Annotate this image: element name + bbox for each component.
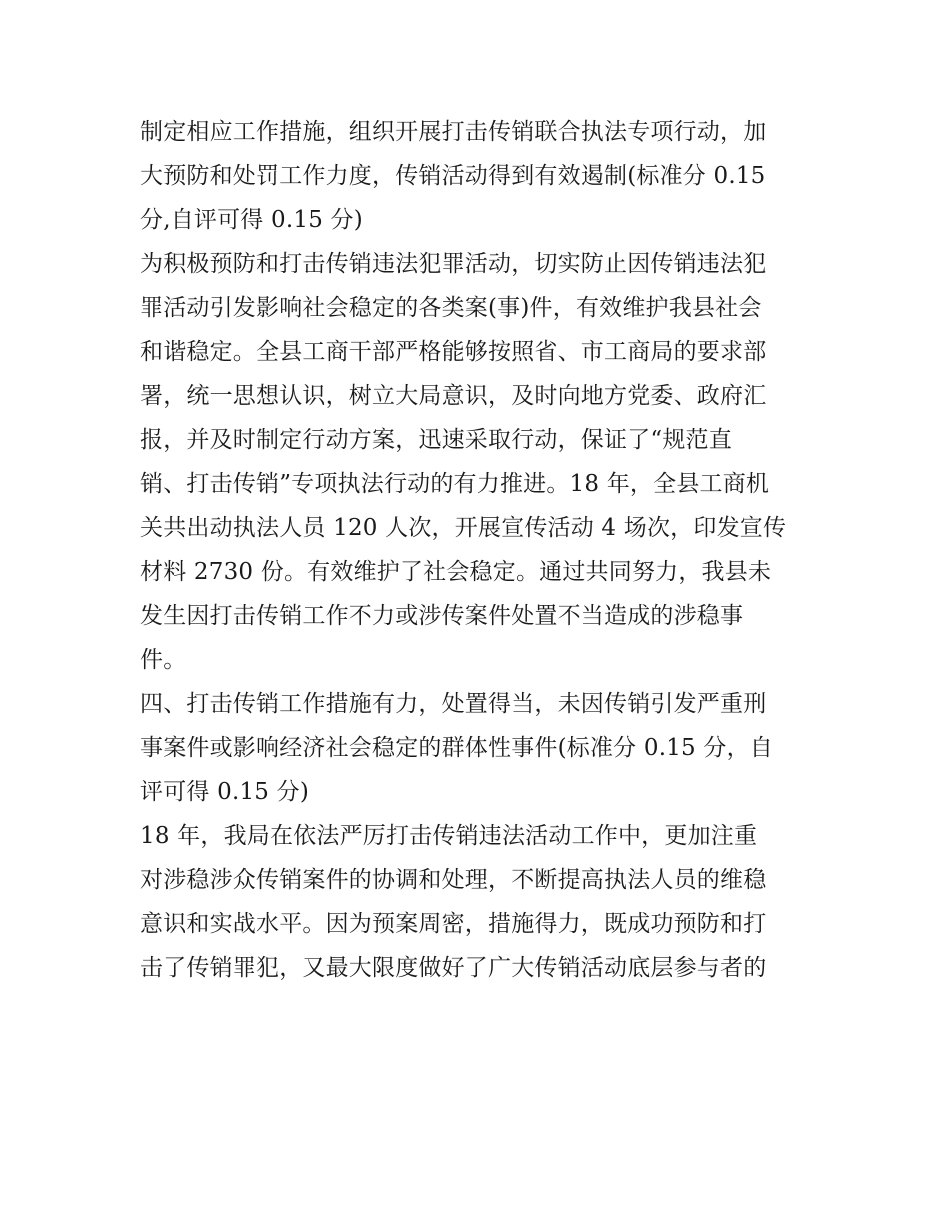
text-line: 署，统一思想认识，树立大局意识，及时向地方党委、政府汇 <box>140 383 767 409</box>
text-line: 制定相应工作措施，组织开展打击传销联合执法专项行动，加 <box>140 119 767 145</box>
text-line: 报，并及时制定行动方案，迅速采取行动，保证了“规范直 <box>140 427 732 453</box>
text-line: 评可得 0.15 分) <box>140 779 310 805</box>
text-line: 击了传销罪犯，又最大限度做好了广大传销活动底层参与者的 <box>140 955 767 981</box>
text-line: 材料 2730 份。有效维护了社会稳定。通过共同努力，我县未 <box>140 559 772 585</box>
text-line: 四、打击传销工作措施有力，处置得当，未因传销引发严重刑 <box>140 691 767 717</box>
text-line: 和谐稳定。全县工商干部严格能够按照省、市工商局的要求部 <box>140 339 767 365</box>
text-line: 意识和实战水平。因为预案周密，措施得力，既成功预防和打 <box>140 911 767 937</box>
text-line: 18 年，我局在依法严厉打击传销违法活动工作中，更加注重 <box>140 823 758 849</box>
text-line: 大预防和处罚工作力度，传销活动得到有效遏制(标准分 0.15 <box>140 163 766 189</box>
text-line: 为积极预防和打击传销违法犯罪活动，切实防止因传销违法犯 <box>140 251 767 277</box>
text-line: 分,自评可得 0.15 分) <box>140 207 363 233</box>
document-body <box>140 110 820 990</box>
text-line: 件。 <box>140 647 187 673</box>
text-line: 发生因打击传销工作不力或涉传案件处置不当造成的涉稳事 <box>140 603 744 629</box>
text-line: 罪活动引发影响社会稳定的各类案(事)件，有效维护我县社会 <box>140 295 762 321</box>
text-line: 关共出动执法人员 120 人次，开展宣传活动 4 场次，印发宣传 <box>140 515 787 541</box>
text-line: 销、打击传销”专项执法行动的有力推进。18 年，全县工商机 <box>140 471 770 497</box>
text-line: 对涉稳涉众传销案件的协调和处理，不断提高执法人员的维稳 <box>140 867 767 893</box>
text-line: 事案件或影响经济社会稳定的群体性事件(标准分 0.15 分，自 <box>140 735 774 761</box>
